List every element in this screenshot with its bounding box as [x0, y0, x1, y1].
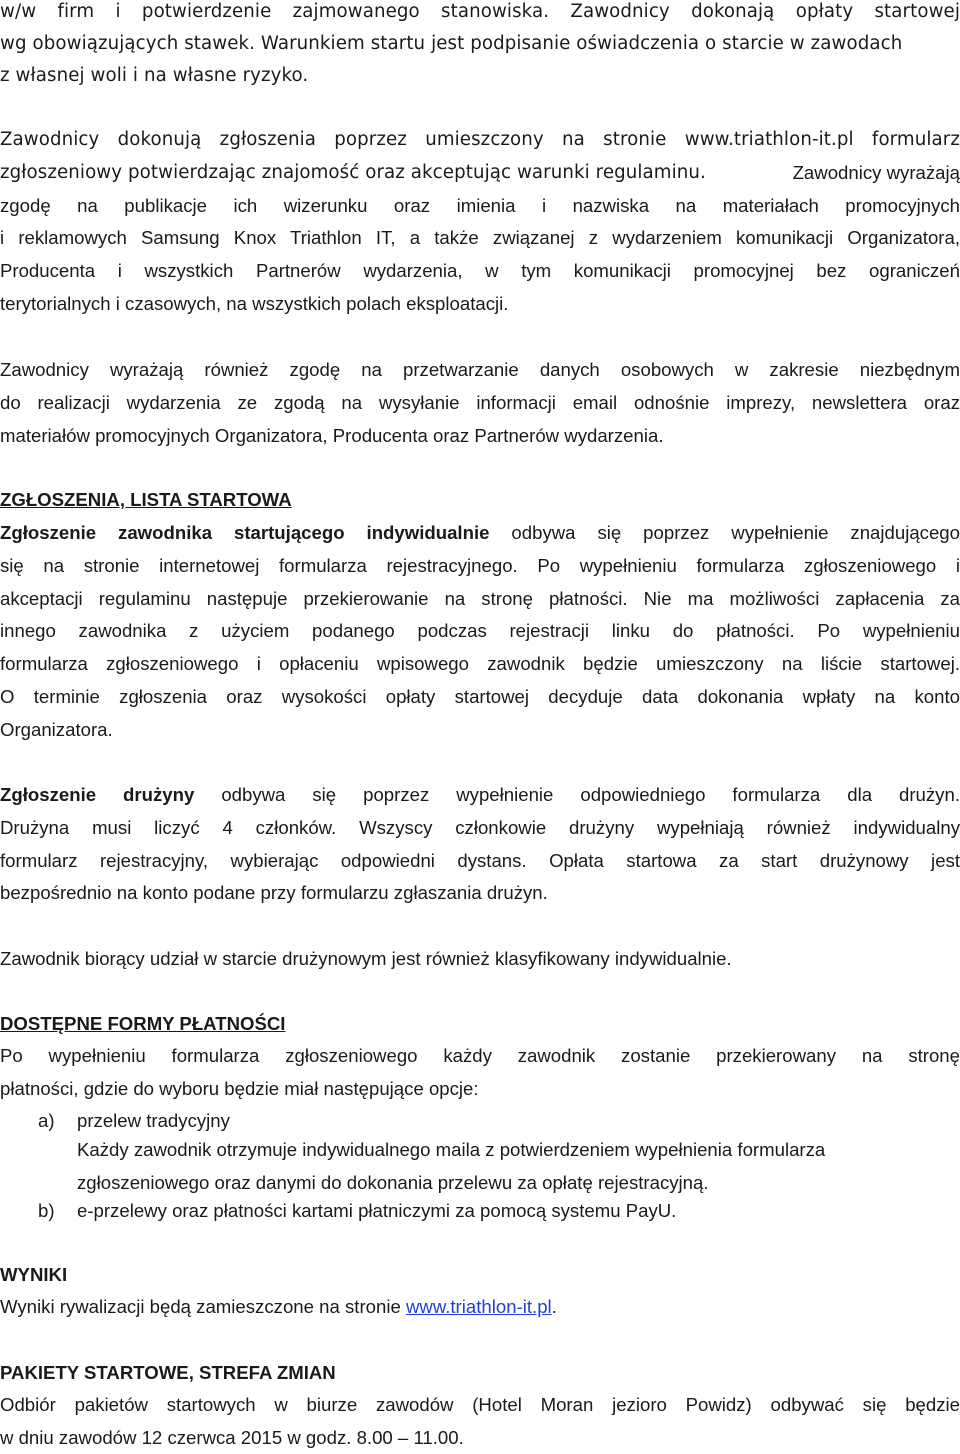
- payment-option-b: [0, 1195, 960, 1227]
- payment-option-a-label: przelew tradycyjny: [77, 1110, 230, 1131]
- team-bold-lead: Zgłoszenie drużyny: [0, 784, 195, 805]
- team-line-1: [0, 779, 960, 811]
- packages-line-2: w dniu zawodów 12 czerwca 2015 w godz. 8.00 – 11.00.: [0, 1427, 464, 1448]
- payment-section-heading: DOSTĘPNE FORMY PŁATNOŚCI: [0, 1013, 286, 1034]
- registration-line-2-part-a: zgłoszeniowy potwierdzając znajomość oraz akceptując warunki regulaminu.: [0, 162, 706, 183]
- results-section-heading: WYNIKI: [0, 1264, 68, 1285]
- results-after-link: .: [551, 1296, 557, 1317]
- team-line-4: bezpośrednio na konto podane przy formularzu zgłaszania drużyn.: [0, 882, 548, 903]
- packages-line-1: Odbiór pakietów startowych w biurze zawodów (Hotel Moran jezioro Powidz) odbywać się będzie: [0, 1394, 960, 1415]
- consent-line-1: Zawodnicy wyrażają również zgodę na przetwarzanie danych osobowych w zakresie niezbędnym: [0, 359, 960, 380]
- payment-option-a-marker: a): [38, 1110, 55, 1131]
- individual-line-6: O terminie zgłoszenia oraz wysokości opłaty startowej decyduje data dokonania wpłaty na konto: [0, 686, 960, 707]
- individual-line-2: się na stronie internetowej formularza rejestracyjnego. Po wypełnieniu formularza zgłoszeniowego i: [0, 555, 960, 576]
- registration-line-2: [0, 157, 960, 189]
- registration-line-6: terytorialnych i czasowych, na wszystkich polach eksploatacji.: [0, 293, 509, 314]
- payment-line-1: Po wypełnieniu formularza zgłoszeniowego każdy zawodnik zostanie przekierowany na stronę: [0, 1045, 960, 1066]
- registration-line-4: i reklamowych Samsung Knox Triathlon IT, a także związanej z wydarzeniem komunikacji Organizatora,: [0, 227, 960, 248]
- packages-section-heading: PAKIETY STARTOWE, STREFA ZMIAN: [0, 1362, 336, 1383]
- individual-line-3: akceptacji regulaminu następuje przekierowanie na stronę płatności. Nie ma możliwości zapłacenia za: [0, 588, 960, 609]
- registration-line-5: Producenta i wszystkich Partnerów wydarzenia, w tym komunikacji promocyjnej bez ograniczeń: [0, 260, 960, 281]
- registration-line-1: Zawodnicy dokonują zgłoszenia poprzez umieszczony na stronie www.triathlon-it.pl formularz: [0, 129, 960, 150]
- results-link[interactable]: www.triathlon-it.pl: [405, 1296, 552, 1317]
- team-line-2: Drużyna musi liczyć 4 członków. Wszyscy członkowie drużyny wypełniają również indywidualny: [0, 817, 960, 838]
- individual-line-7: Organizatora.: [0, 719, 113, 740]
- results-line: [0, 1291, 960, 1323]
- individual-line-1: [0, 517, 960, 549]
- payment-option-a-detail-2: zgłoszeniowego oraz danymi do dokonania przelewu za opłatę rejestracyjną.: [77, 1172, 709, 1193]
- payment-option-b-label: e-przelewy oraz płatności kartami płatniczymi za pomocą systemu PayU.: [77, 1200, 677, 1221]
- results-text: Wyniki rywalizacji będą zamieszczone na stronie: [0, 1296, 406, 1317]
- team-note: Zawodnik biorący udział w starcie drużynowym jest również klasyfikowany indywidualnie.: [0, 948, 732, 969]
- intro-line-1: w/w firm i potwierdzenie zajmowanego stanowiska. Zawodnicy dokonają opłaty startowej: [0, 1, 960, 22]
- registration-section-heading: ZGŁOSZENIA, LISTA STARTOWA: [0, 489, 292, 510]
- payment-option-b-marker: b): [38, 1200, 55, 1221]
- payment-option-a-detail-1: Każdy zawodnik otrzymuje indywidualnego maila z potwierdzeniem wypełnienia formularza: [77, 1139, 826, 1160]
- consent-line-3: materiałów promocyjnych Organizatora, Producenta oraz Partnerów wydarzenia.: [0, 425, 664, 446]
- consent-line-2: do realizacji wydarzenia ze zgodą na wysyłanie informacji email odnośnie imprezy, newslettera oraz: [0, 392, 960, 413]
- individual-bold-lead: Zgłoszenie zawodnika startującego indywidualnie: [0, 522, 490, 543]
- individual-line-5: formularza zgłoszeniowego i opłaceniu wpisowego zawodnik będzie umieszczony na liście startowej.: [0, 653, 960, 674]
- intro-line-2: wg obowiązujących stawek. Warunkiem startu jest podpisanie oświadczenia o starcie w zawodach: [0, 33, 903, 54]
- team-line-3: formularz rejestracyjny, wybierając odpowiedni dystans. Opłata startowa za start drużynowy jest: [0, 850, 960, 871]
- individual-line-1-rest: odbywa się poprzez wypełnienie znajdującego: [489, 522, 960, 543]
- team-line-1-rest: odbywa się poprzez wypełnienie odpowiedniego formularza dla drużyn.: [194, 784, 960, 805]
- intro-line-3: z własnej woli i na własne ryzyko.: [0, 65, 309, 86]
- payment-line-2: płatności, gdzie do wyboru będzie miał następujące opcje:: [0, 1078, 479, 1099]
- individual-line-4: innego zawodnika z użyciem podanego podczas rejestracji linku do płatności. Po wypełnieniu: [0, 620, 960, 641]
- registration-line-2-part-b: Zawodnicy wyrażają: [792, 162, 960, 183]
- payment-option-a: [0, 1105, 960, 1137]
- registration-line-3: zgodę na publikacje ich wizerunku oraz imienia i nazwiska na materiałach promocyjnych: [0, 195, 960, 216]
